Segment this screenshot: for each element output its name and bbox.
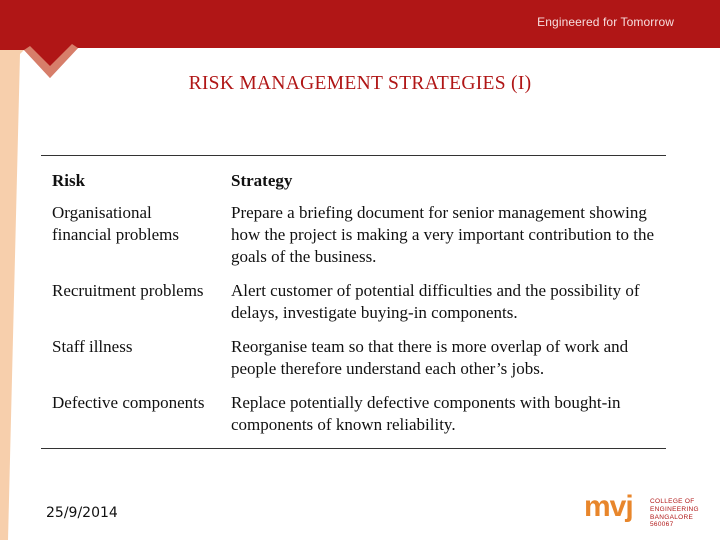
- risk-cell: Staff illness: [52, 337, 133, 356]
- slide-title: RISK MANAGEMENT STRATEGIES (I): [188, 73, 532, 94]
- table-header-row: [41, 156, 666, 202]
- table-row: [41, 202, 666, 280]
- risk-strategy-table: [41, 155, 666, 449]
- logo-line-3: BANGALORE 560067: [650, 514, 694, 528]
- footer-date: 25/9/2014: [46, 505, 118, 521]
- logo-line-2: ENGINEERING: [650, 506, 699, 513]
- column-header-strategy: Strategy: [231, 171, 293, 190]
- logo-line-1: COLLEGE OF: [650, 498, 695, 505]
- strategy-cell: Prepare a briefing document for senior management showing how the project is making a very important contribution to the goals of the business.: [231, 203, 655, 266]
- logo-mark: mvj: [584, 490, 633, 523]
- risk-cell: Defective components: [52, 393, 205, 412]
- risk-cell: Recruitment problems: [52, 281, 204, 300]
- table-row: [41, 336, 666, 392]
- college-logo: [584, 492, 702, 528]
- table-row: [41, 280, 666, 336]
- top-red-band: [0, 0, 720, 78]
- strategy-cell: Alert customer of potential difficulties and the possibility of delays, investigate buying-in components.: [231, 281, 640, 322]
- table-row: [41, 392, 666, 448]
- column-header-risk: Risk: [52, 171, 86, 190]
- strategy-cell: Reorganise team so that there is more overlap of work and people therefore understand each other’s jobs.: [231, 337, 629, 378]
- brand-tagline: Engineered for Tomorrow: [537, 15, 674, 29]
- risk-cell: Organisational financial problems: [52, 203, 179, 244]
- strategy-cell: Replace potentially defective components with bought-in components of known reliability.: [231, 393, 621, 434]
- left-orange-strip: [0, 50, 24, 540]
